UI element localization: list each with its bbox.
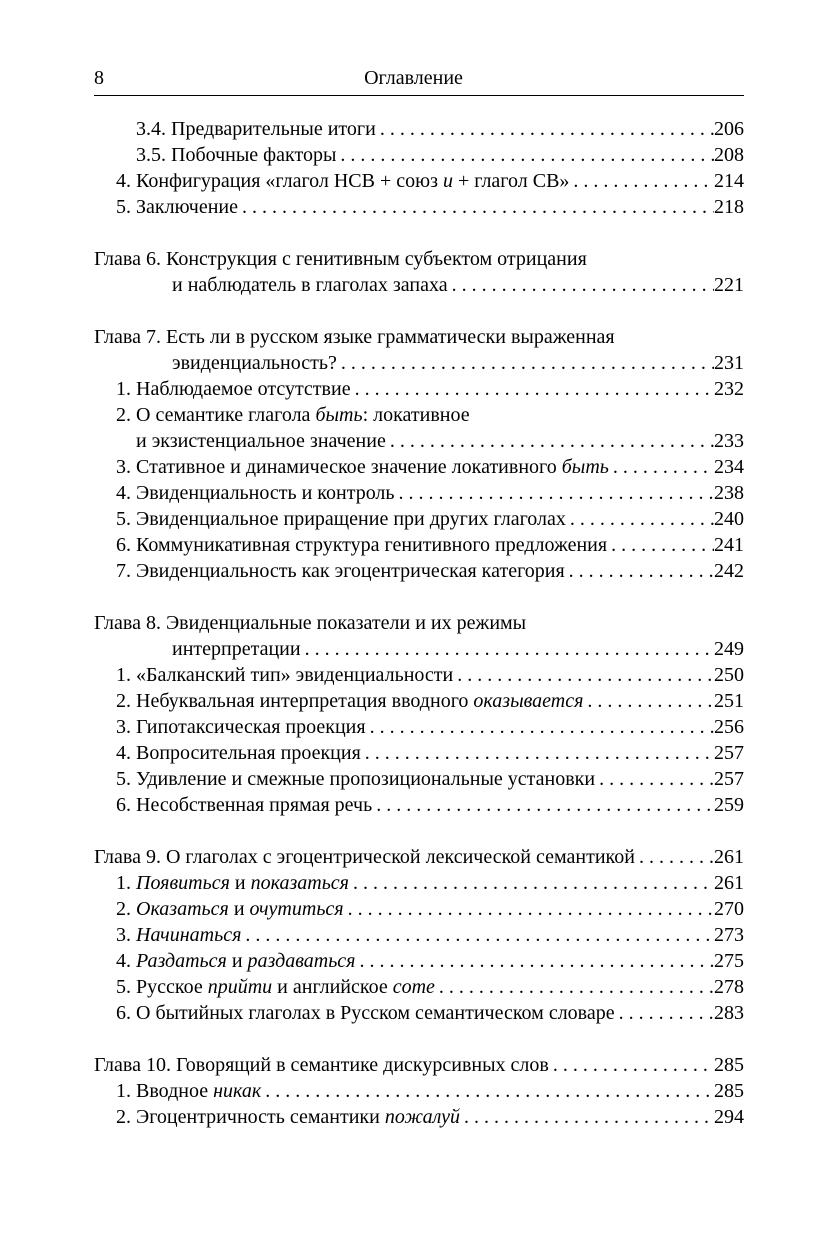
toc-entry-page: 270 xyxy=(714,898,744,920)
toc-entry-title xyxy=(172,636,301,662)
toc-entry-italic-term: и xyxy=(442,170,453,192)
toc-entry xyxy=(172,636,744,662)
toc-entry-page: 261 xyxy=(714,846,744,868)
toc-entry-page: 238 xyxy=(714,482,744,504)
toc-entry-title xyxy=(116,870,349,896)
toc-entry-title xyxy=(116,948,355,974)
toc-leader-dots xyxy=(595,766,714,792)
toc-entry-text: 3.4. Предварительные итоги xyxy=(136,118,376,140)
toc-leader-dots xyxy=(241,922,714,948)
toc-leader-dots xyxy=(261,1078,714,1104)
toc-entry-title xyxy=(94,246,587,272)
toc-entry xyxy=(116,870,744,896)
toc-entry-page: 214 xyxy=(714,170,744,192)
toc-entry-text: Глава 8. Эвиденциальные показатели и их режимы xyxy=(94,612,527,634)
toc-entry-title xyxy=(116,376,351,402)
toc-leader-dots xyxy=(615,1000,714,1026)
toc-entry xyxy=(116,454,744,480)
toc-entry-page: 285 xyxy=(714,1054,744,1076)
toc-entry-italic-term: Оказаться xyxy=(136,898,229,920)
toc-entry-text: 1. Наблюдаемое отсутствие xyxy=(116,378,351,400)
toc-entry xyxy=(136,116,744,142)
toc-entry-text: 6. Коммуникативная структура генитивного предложения xyxy=(116,534,608,556)
toc-entry-page: 294 xyxy=(714,1106,744,1128)
toc-entry-page: 283 xyxy=(714,1002,744,1024)
toc-leader-dots xyxy=(453,662,714,688)
toc-entry xyxy=(116,740,744,766)
toc-entry-title xyxy=(116,740,361,766)
toc-entry-page: 241 xyxy=(714,534,744,556)
toc-entry-text: 2. О семантике глагола xyxy=(116,404,316,426)
toc-entry-text: 3. xyxy=(116,924,136,946)
toc-leader-dots xyxy=(448,272,714,298)
toc-entry-page: 208 xyxy=(714,144,744,166)
toc-entry xyxy=(116,376,744,402)
toc-entry xyxy=(116,948,744,974)
toc-entry-page: 240 xyxy=(714,508,744,530)
toc-leader-dots xyxy=(609,454,714,480)
toc-entry-title xyxy=(116,532,607,558)
toc-entry xyxy=(94,1052,744,1078)
toc-entry-text: 4. Конфигурация «глагол НСВ + союз xyxy=(116,170,443,192)
toc-entry-page: 231 xyxy=(714,352,744,374)
toc-entry-text: и xyxy=(229,872,251,894)
toc-entry xyxy=(116,792,744,818)
toc-entry-title xyxy=(116,402,470,428)
toc-entry xyxy=(116,1104,744,1130)
toc-entry-text: 3. Стативное и динамическое значение локативного xyxy=(116,456,562,478)
toc-entry-text: Глава 9. О глаголах с эгоцентрической лексической семантикой xyxy=(94,846,635,868)
toc-entry xyxy=(116,1000,744,1026)
toc-entry-title xyxy=(136,116,376,142)
toc-entry-text: 2. xyxy=(116,898,136,920)
toc-entry-text: 4. Вопросительная проекция xyxy=(116,742,361,764)
toc-entry-title xyxy=(116,506,566,532)
toc-entry-title xyxy=(116,1104,460,1130)
toc-entry xyxy=(116,662,744,688)
toc-entry-text: 5. Заключение xyxy=(116,196,238,218)
toc-leader-dots xyxy=(361,740,714,766)
toc-entry xyxy=(116,974,744,1000)
toc-entry-title xyxy=(116,662,453,688)
toc-entry-title xyxy=(116,766,595,792)
toc-entry xyxy=(116,922,744,948)
toc-entry-title xyxy=(172,350,337,376)
toc-entry-page: 256 xyxy=(714,716,744,738)
toc-entry-page: 278 xyxy=(714,976,744,998)
toc-entry xyxy=(94,246,744,272)
toc-entry xyxy=(172,350,744,376)
toc-entry xyxy=(94,844,744,870)
toc-entry xyxy=(116,506,744,532)
toc-entry-page: 250 xyxy=(714,664,744,686)
toc-entry-page: 221 xyxy=(714,274,744,296)
toc-entry-title xyxy=(116,194,238,220)
toc-entry-text: 5. Удивление и смежные пропозициональные установки xyxy=(116,768,596,790)
toc-entry-title xyxy=(116,688,583,714)
toc-leader-dots xyxy=(355,948,714,974)
toc-entry-title xyxy=(94,324,615,350)
toc-entry-italic-term: Раздаться xyxy=(136,950,227,972)
toc-leader-dots xyxy=(583,688,714,714)
toc-entry-text: интерпретации xyxy=(172,638,301,660)
toc-entry-italic-term: Появиться xyxy=(136,872,230,894)
toc-entry-text: 3. Гипотаксическая проекция xyxy=(116,716,366,738)
toc-entry-page: 273 xyxy=(714,924,744,946)
toc-leader-dots xyxy=(336,142,714,168)
toc-entry-title xyxy=(116,558,565,584)
toc-entry xyxy=(116,714,744,740)
toc-entry-title xyxy=(116,1078,261,1104)
toc-leader-dots xyxy=(349,870,714,896)
toc-entry-text: 2. Небуквальная интерпретация вводного xyxy=(116,690,474,712)
toc-entry-text: 6. О бытийных глаголах в Русском семантическом словаре xyxy=(116,1002,615,1024)
toc-entry-italic-term: быть xyxy=(315,404,363,426)
toc-leader-dots xyxy=(337,350,714,376)
toc-entry-italic-term: прийти xyxy=(207,976,273,998)
toc-leader-dots xyxy=(566,506,714,532)
toc-entry-text: 1. «Балканский тип» эвиденциальности xyxy=(116,664,454,686)
toc-entry-italic-term: оказывается xyxy=(473,690,584,712)
toc-entry-text: 1. Вводное xyxy=(116,1080,214,1102)
toc-entry-italic-term: пожалуй xyxy=(384,1106,461,1128)
toc-entry xyxy=(116,480,744,506)
toc-entry-title xyxy=(116,480,395,506)
toc-entry-text: 7. Эвиденциальность как эгоцентрическая категория xyxy=(116,560,565,582)
toc-leader-dots xyxy=(460,1104,714,1130)
toc-entry xyxy=(136,428,744,454)
toc-entry xyxy=(116,688,744,714)
toc-entry-text: 6. Несобственная прямая речь xyxy=(116,794,373,816)
toc-entry-text: и xyxy=(226,950,248,972)
toc-entry-text: 2. Эгоцентричность семантики xyxy=(116,1106,385,1128)
toc-leader-dots xyxy=(435,974,714,1000)
toc-entry-page: 218 xyxy=(714,196,744,218)
toc-entry-title xyxy=(136,428,386,454)
toc-entry-title xyxy=(136,142,336,168)
toc-leader-dots xyxy=(565,558,714,584)
toc-entry-text: и xyxy=(228,898,250,920)
toc-leader-dots xyxy=(386,428,714,454)
toc-leader-dots xyxy=(301,636,714,662)
running-header-title: Оглавление xyxy=(364,67,463,89)
toc-entry-title xyxy=(116,792,372,818)
toc-entry-title xyxy=(116,922,241,948)
toc-entry-text: и наблюдатель в глаголах запаха xyxy=(172,274,448,296)
toc-leader-dots xyxy=(549,1052,714,1078)
toc-entry xyxy=(94,324,744,350)
toc-entry-title xyxy=(116,896,344,922)
toc-entry-text: 4. xyxy=(116,950,136,972)
toc-entry-page: 259 xyxy=(714,794,744,816)
toc-entry xyxy=(116,766,744,792)
toc-entry-text: эвиденциальность? xyxy=(172,352,337,374)
toc-leader-dots xyxy=(372,792,714,818)
toc-leader-dots xyxy=(635,844,714,870)
toc-entry-page: 275 xyxy=(714,950,744,972)
toc-entry-italic-term: показаться xyxy=(250,872,349,894)
toc-entry-text: 5. Эвиденциальное приращение при других глаголах xyxy=(116,508,566,530)
toc-leader-dots xyxy=(344,896,714,922)
toc-entry-page: 206 xyxy=(714,118,744,140)
toc-leader-dots xyxy=(607,532,714,558)
toc-entry xyxy=(116,1078,744,1104)
page-number: 8 xyxy=(94,67,104,89)
toc-entry-title xyxy=(116,1000,615,1026)
toc-entry-title xyxy=(116,454,609,480)
toc-entry xyxy=(116,168,744,194)
toc-entry-page: 232 xyxy=(714,378,744,400)
toc-leader-dots xyxy=(351,376,714,402)
toc-entry-page: 251 xyxy=(714,690,744,712)
toc-entry-page: 249 xyxy=(714,638,744,660)
toc-entry-italic-term: раздаваться xyxy=(247,950,356,972)
toc-entry-text: Глава 10. Говорящий в семантике дискурсивных слов xyxy=(94,1054,549,1076)
toc-entry-page: 242 xyxy=(714,560,744,582)
toc-entry xyxy=(172,272,744,298)
toc-entry-italic-term: Начинаться xyxy=(136,924,242,946)
toc-entry-text: 3.5. Побочные факторы xyxy=(136,144,337,166)
toc-entry-italic-term: быть xyxy=(561,456,609,478)
toc-entry-text: 4. Эвиденциальность и контроль xyxy=(116,482,395,504)
toc-entry-page: 261 xyxy=(714,872,744,894)
toc-entry xyxy=(116,558,744,584)
toc-entry-title xyxy=(172,272,448,298)
header-rule xyxy=(94,95,744,96)
toc-entry-italic-term: никак xyxy=(213,1080,262,1102)
toc-entry-page: 234 xyxy=(714,456,744,478)
toc-entry xyxy=(116,532,744,558)
toc-entry xyxy=(116,896,744,922)
toc-entry xyxy=(116,194,744,220)
toc-entry-text: и экзистенциальное значение xyxy=(136,430,386,452)
toc-entry-page: 257 xyxy=(714,742,744,764)
toc-entry-page: 233 xyxy=(714,430,744,452)
toc-entry-text: Глава 6. Конструкция с генитивным субъектом отрицания xyxy=(94,248,587,270)
toc-entry-text: 1. xyxy=(116,872,136,894)
toc-entry-title xyxy=(94,1052,549,1078)
toc-entry-italic-term: очутиться xyxy=(249,898,344,920)
toc-entry-italic-term: come xyxy=(392,976,435,998)
toc-entry xyxy=(94,610,744,636)
toc-entry-title xyxy=(116,714,366,740)
toc-leader-dots xyxy=(569,168,714,194)
toc-entry-title xyxy=(116,974,435,1000)
toc-leader-dots xyxy=(366,714,714,740)
toc-entry-page: 285 xyxy=(714,1080,744,1102)
toc-leader-dots xyxy=(376,116,714,142)
toc-entry-text: + глагол СВ» xyxy=(452,170,570,192)
toc-leader-dots xyxy=(238,194,714,220)
toc-leader-dots xyxy=(395,480,714,506)
toc-entry-text: Глава 7. Есть ли в русском языке грамматически выраженная xyxy=(94,326,615,348)
toc-entry-page: 257 xyxy=(714,768,744,790)
toc-entry xyxy=(136,142,744,168)
toc-entry-title xyxy=(94,844,635,870)
toc-entry-text: : локативное xyxy=(362,404,470,426)
toc-entry-text: 5. Русское xyxy=(116,976,208,998)
toc-entry-text: и английское xyxy=(272,976,393,998)
toc-entry-title xyxy=(116,168,569,194)
toc-entry xyxy=(116,402,744,428)
toc-entry-title xyxy=(94,610,526,636)
